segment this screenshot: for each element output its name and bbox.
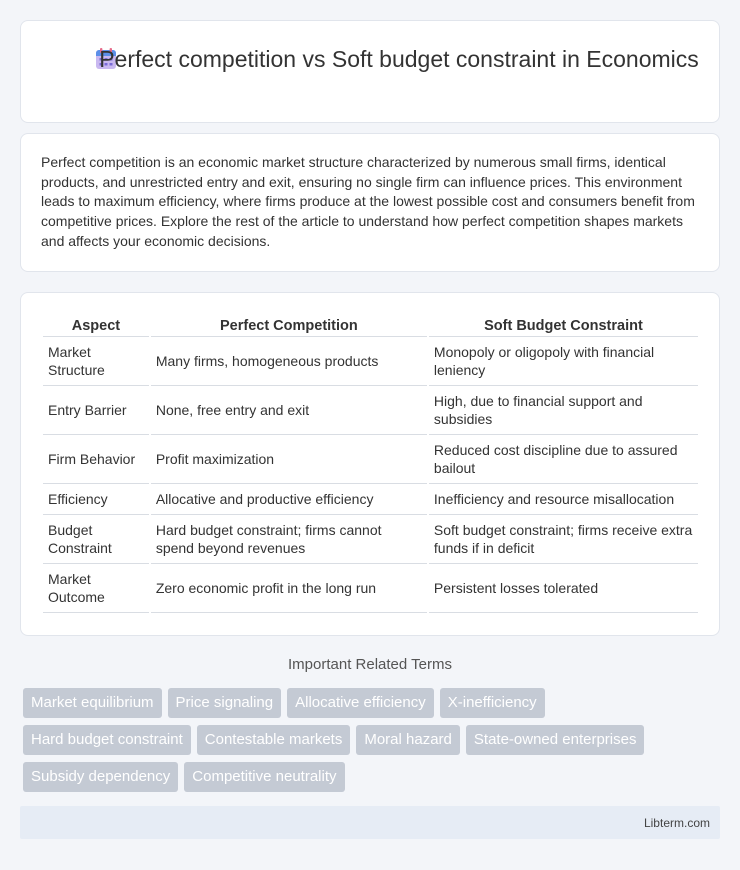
cell-soft: Reduced cost discipline due to assured bailout xyxy=(429,435,698,484)
header-perfect-competition: Perfect Competition xyxy=(151,313,427,337)
cell-perfect: Hard budget constraint; firms cannot spend beyond revenues xyxy=(151,515,427,564)
comparison-table xyxy=(41,313,700,613)
cell-perfect: None, free entry and exit xyxy=(151,386,427,435)
tag-contestable-markets[interactable]: Contestable markets xyxy=(197,725,351,755)
page-title xyxy=(21,45,719,74)
cell-aspect: Firm Behavior xyxy=(43,435,149,484)
cell-soft: Monopoly or oligopoly with financial leniency xyxy=(429,337,698,386)
tag-moral-hazard[interactable]: Moral hazard xyxy=(356,725,460,755)
cell-aspect: Market Structure xyxy=(43,337,149,386)
cell-soft: High, due to financial support and subsidies xyxy=(429,386,698,435)
footer xyxy=(20,806,720,839)
cell-aspect: Market Outcome xyxy=(43,564,149,613)
cell-soft: Inefficiency and resource misallocation xyxy=(429,484,698,515)
table-row xyxy=(43,564,698,613)
header-soft-budget-constraint: Soft Budget Constraint xyxy=(429,313,698,337)
tag-subsidy-dependency[interactable]: Subsidy dependency xyxy=(23,762,178,792)
tag-price-signaling[interactable]: Price signaling xyxy=(168,688,282,718)
tag-state-owned-enterprises[interactable]: State-owned enterprises xyxy=(466,725,645,755)
page-title-line: Perfect competition vs Soft budget constraint in Economics xyxy=(99,46,699,72)
tag-row xyxy=(23,688,703,718)
tag-competitive-neutrality[interactable]: Competitive neutrality xyxy=(184,762,344,792)
tag-row xyxy=(23,762,703,792)
title-card xyxy=(20,20,720,123)
related-terms-heading: Important Related Terms xyxy=(288,656,452,673)
header-aspect: Aspect xyxy=(43,313,149,337)
cell-soft: Persistent losses tolerated xyxy=(429,564,698,613)
table-row xyxy=(43,484,698,515)
tag-x-inefficiency[interactable]: X-inefficiency xyxy=(440,688,545,718)
tag-row xyxy=(23,725,703,755)
intro-card xyxy=(20,133,720,272)
intro-paragraph: Perfect competition is an economic market structure characterized by numerous small firms, identical products, and unrestricted entry and exit, ensuring no single firm can influence prices. This environment leads to maximum efficiency, where firms produce at the lowest possible cost and consumers benefit from competitive prices. Explore the rest of the article to understand how perfect competition shapes markets and affects your economic decisions. xyxy=(41,154,695,249)
comparison-card xyxy=(20,292,720,636)
related-terms-list xyxy=(23,688,703,799)
cell-aspect: Efficiency xyxy=(43,484,149,515)
table-row xyxy=(43,337,698,386)
table-header-row xyxy=(43,313,698,337)
cell-perfect: Many firms, homogeneous products xyxy=(151,337,427,386)
cell-perfect: Allocative and productive efficiency xyxy=(151,484,427,515)
cell-perfect: Profit maximization xyxy=(151,435,427,484)
tag-hard-budget-constraint[interactable]: Hard budget constraint xyxy=(23,725,191,755)
cell-aspect: Entry Barrier xyxy=(43,386,149,435)
tag-allocative-efficiency[interactable]: Allocative efficiency xyxy=(287,688,434,718)
table-row xyxy=(43,435,698,484)
cell-perfect: Zero economic profit in the long run xyxy=(151,564,427,613)
tag-market-equilibrium[interactable]: Market equilibrium xyxy=(23,688,162,718)
footer-site-link[interactable]: Libterm.com xyxy=(643,816,710,830)
table-row xyxy=(43,515,698,564)
cell-aspect: Budget Constraint xyxy=(43,515,149,564)
table-row xyxy=(43,386,698,435)
cell-soft: Soft budget constraint; firms receive extra funds if in deficit xyxy=(429,515,698,564)
